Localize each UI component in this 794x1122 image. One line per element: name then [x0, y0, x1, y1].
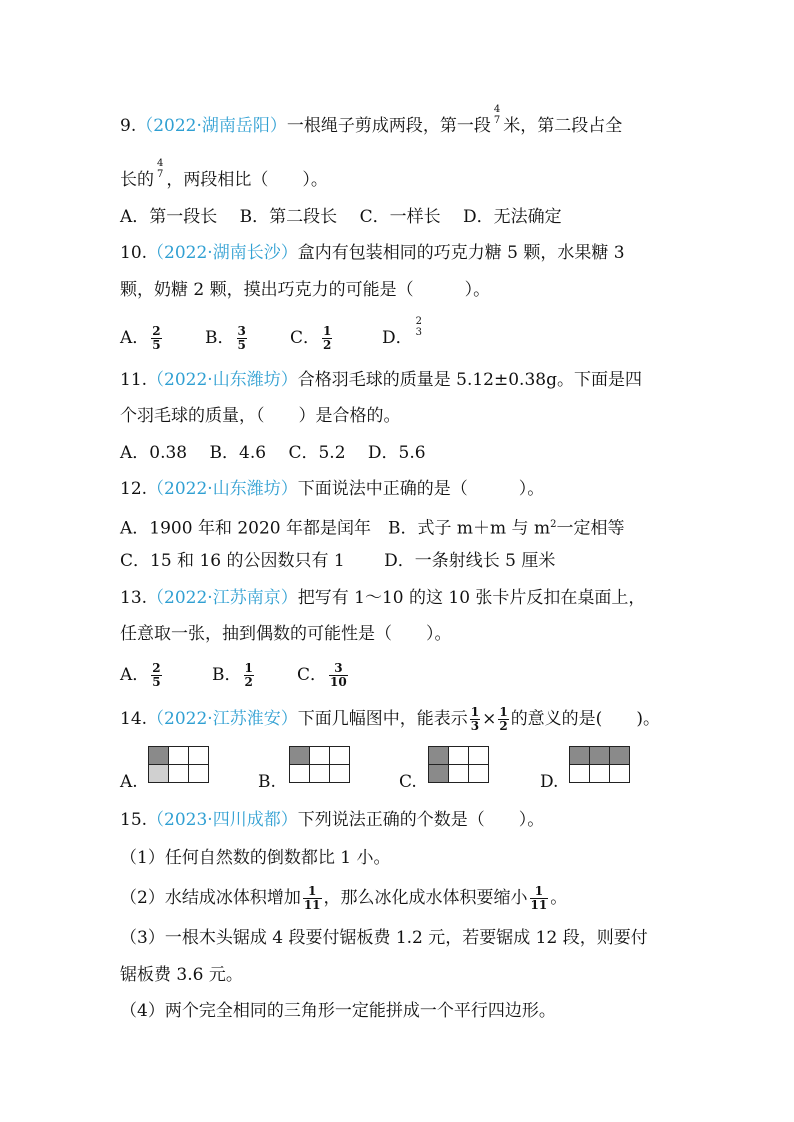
q13-text: 把写有 1～10 的这 10 张卡片反扣在桌面上，: [297, 588, 646, 608]
q11-line2: 个羽毛球的质量，（ ）是合格的。: [120, 406, 401, 426]
q14-label-b: B.: [258, 772, 276, 792]
q10-option-a: A． $\frac{2}{5}$: [120, 324, 161, 352]
q15-statement-3-cont: 锯板费 3.6 元。: [120, 965, 243, 985]
q14-figure-b: [289, 746, 350, 783]
q10-line2: 颗，奶糖 2 颗，摸出巧克力的可能是（ ）。: [120, 280, 491, 300]
q10-text: 盒内有包装相同的巧克力糖 5 颗，水果糖 3: [297, 243, 625, 263]
q10-line1: [120, 241, 625, 265]
q15-text: 下列说法正确的个数是（ ）。: [297, 810, 545, 830]
q11-number: 11.: [120, 370, 148, 390]
q10-option-b: B． $\frac{3}{5}$: [205, 324, 246, 352]
q9-text: 一根绳子剪成两段，第一段: [286, 116, 491, 136]
q14-label-a: A.: [120, 772, 138, 792]
q9-text-2: 米，第二段占全: [503, 116, 623, 136]
q9-fraction-1: 4 7: [493, 103, 501, 126]
q10-option-c: C． $\frac{1}{2}$: [290, 324, 332, 352]
q14-fraction-2: $\frac{1}{2}$: [499, 705, 508, 733]
q9-line2: [120, 157, 328, 192]
q13-source: （2022·江苏南京）: [147, 588, 298, 608]
q9-text-4: ，两段相比（ ）。: [166, 170, 328, 190]
q14-text: 下面几幅图中，能表示: [297, 709, 468, 729]
q14-label-c: C.: [399, 772, 417, 792]
q13-line1: [120, 586, 645, 610]
q12-text: 下面说法中正确的是（ ）。: [297, 479, 545, 499]
q15-number: 15.: [120, 810, 148, 830]
q12-options-cd: C．15 和 16 的公因数只有 1 D．一条射线长 5 厘米: [120, 551, 556, 571]
q15-statement-4: （4）两个完全相同的三角形一定能拼成一个平行四边形。: [120, 1001, 556, 1021]
q14-figure-d: [569, 746, 630, 783]
q11-line1: [120, 368, 642, 392]
q11-source: （2022·山东潍坊）: [147, 370, 298, 390]
q13-option-a: A． $\frac{2}{5}$: [120, 661, 161, 689]
q15-statement-1: （1）任何自然数的倒数都比 1 小。: [120, 848, 391, 868]
q12-options-ab: A．1900 年和 2020 年都是闰年 B．式子 m＋m 与 $m^2$一定相等: [120, 518, 625, 539]
q9-fraction-2: 4 7: [157, 157, 164, 180]
q15-source: （2023·四川成都）: [147, 810, 298, 830]
q13-option-b: B． $\frac{1}{2}$: [212, 661, 253, 689]
q12-number: 12.: [120, 479, 148, 499]
q13-line2: 任意取一张，抽到偶数的可能性是（ ）。: [120, 624, 452, 644]
q10-source: （2022·湖南长沙）: [147, 243, 298, 263]
q14-label-d: D.: [540, 772, 559, 792]
q9-text-3: 长的: [120, 170, 154, 190]
q15-statement-2: （2）水结成冰体积增加 $\frac{1}{11}$ ，那么冰化成水体积要缩小 $\frac{1}{11}$ 。: [120, 884, 568, 912]
q14-figure-c: [428, 746, 489, 783]
q10-option-d: D． 2 3: [382, 315, 423, 348]
q11-options: A．0.38 B．4.6 C．5.2 D．5.6: [120, 443, 426, 463]
q14-number: 14.: [120, 709, 148, 729]
q13-option-c: C． $\frac{3}{10}$: [297, 661, 347, 689]
q12-line1: [120, 477, 544, 501]
q14-figure-a: [148, 746, 209, 783]
q14-source: （2022·江苏淮安）: [147, 709, 298, 729]
q9-number: 9.: [120, 116, 137, 136]
q11-text: 合格羽毛球的质量是 5.12±0.38g。下面是四: [297, 370, 642, 390]
q14-line1: 14.（2022·江苏淮安）下面几幅图中，能表示 $\frac{1}{3}$ × $\frac{1}{2}$ 的意义的是( )。: [120, 705, 660, 733]
q10-options: [120, 315, 425, 352]
q10-number: 10.: [120, 243, 148, 263]
q9-options: A．第一段长 B．第二段长 C．一样长 D．无法确定: [120, 207, 562, 227]
q15-statement-3: （3）一根木头锯成 4 段要付锯板费 1.2 元，若要锯成 12 段，则要付: [120, 928, 648, 948]
q14-fraction-1: $\frac{1}{3}$: [470, 705, 480, 733]
q13-number: 13.: [120, 588, 148, 608]
q9-source: （2022·湖南岳阳）: [136, 116, 287, 136]
q12-source: （2022·山东潍坊）: [147, 479, 298, 499]
q15-line1: [120, 808, 544, 832]
q13-options: [120, 662, 350, 689]
q9-line1: [120, 103, 623, 138]
q14-text-2: 的意义的是( )。: [510, 709, 660, 729]
